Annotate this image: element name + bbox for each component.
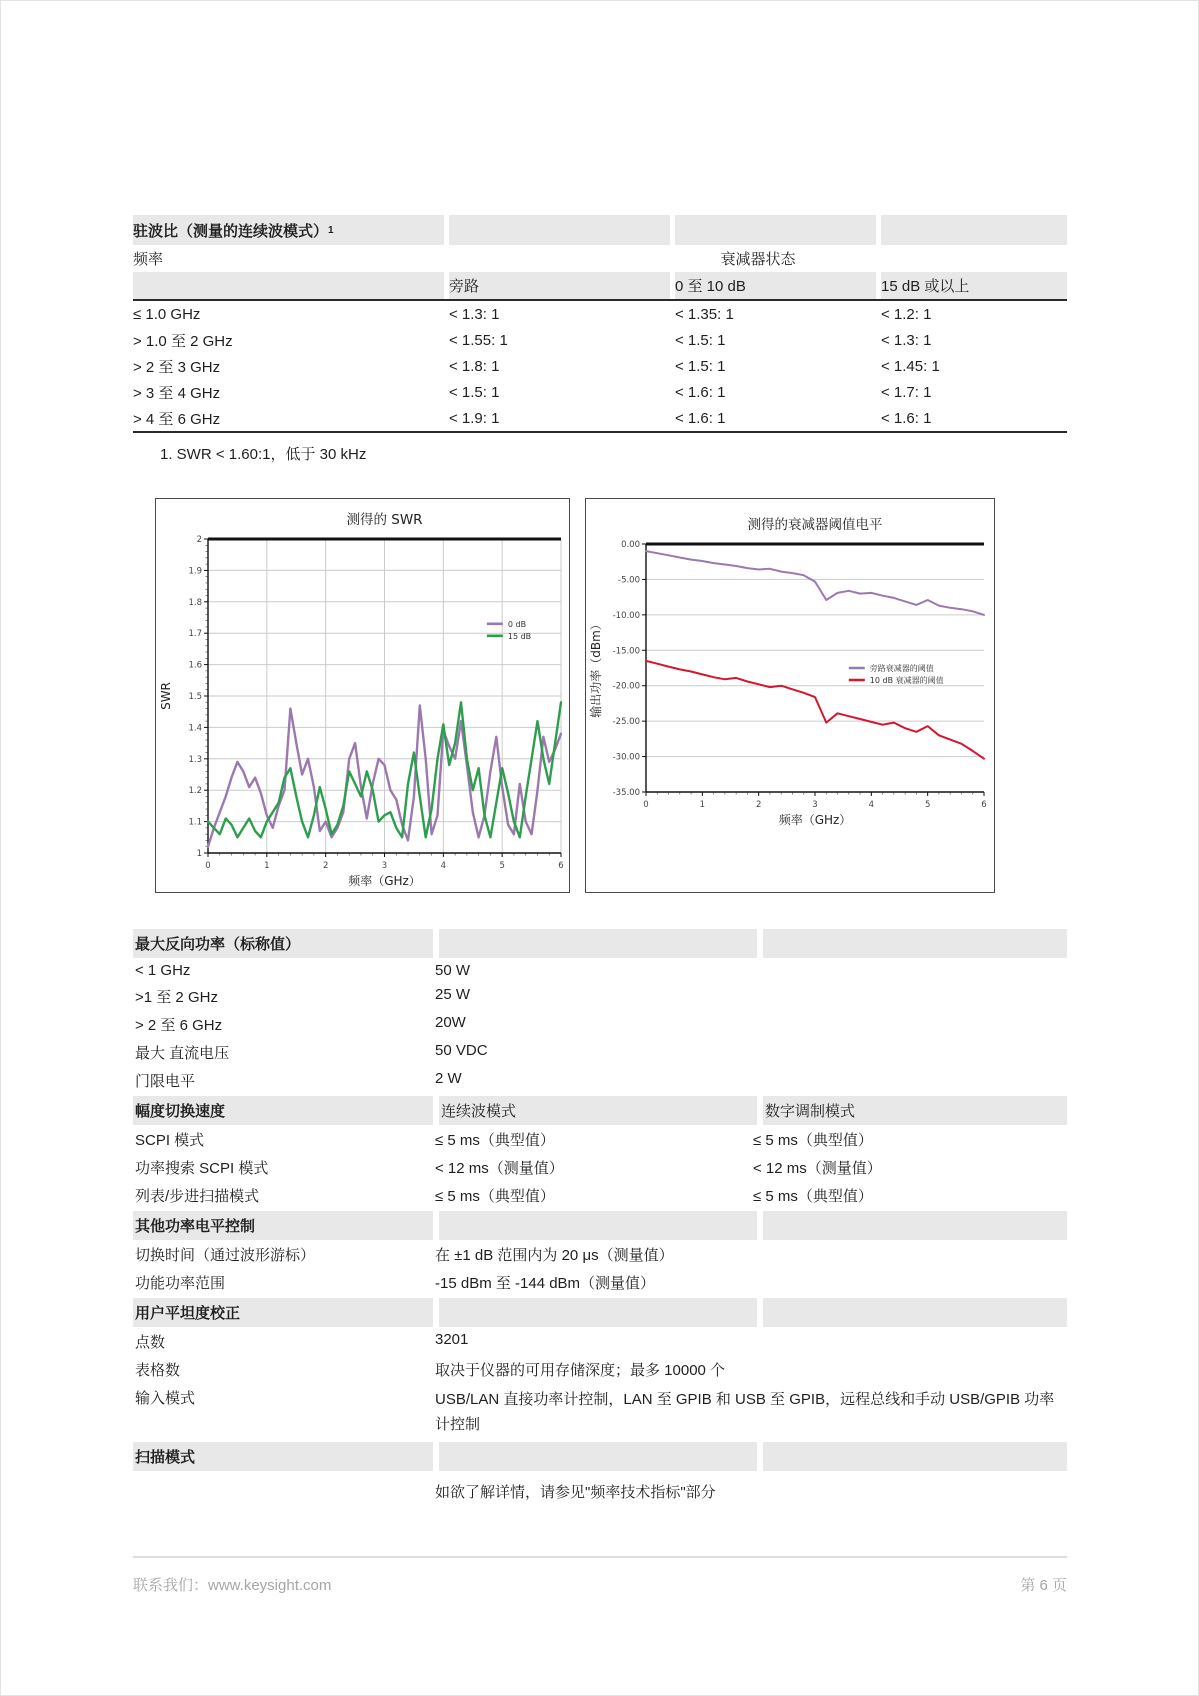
band-filler — [439, 1442, 757, 1471]
spec-label: 功率搜索 SCPI 模式 — [135, 1160, 269, 1177]
svg-text:1.7: 1.7 — [188, 629, 202, 640]
spec-row — [133, 1240, 1067, 1268]
page-content — [133, 215, 1067, 1505]
section-title: 幅度切换速度 — [133, 1096, 433, 1125]
spec-row — [133, 1355, 1067, 1383]
svg-text:6: 6 — [558, 861, 564, 871]
amplitude-switching-band — [133, 1096, 1067, 1125]
svg-text:4: 4 — [440, 861, 447, 871]
cell-freq: > 2 至 3 GHz — [133, 358, 221, 376]
page-footer — [133, 1556, 1067, 1595]
svg-text:1.4: 1.4 — [188, 723, 202, 734]
spec-value: < 12 ms（测量值） — [435, 1160, 564, 1177]
spec-row — [133, 1066, 1067, 1094]
svg-text:输出功率（dBm）: 输出功率（dBm） — [589, 618, 603, 718]
spec-row — [133, 1268, 1067, 1296]
cell-0to10: < 1.5: 1 — [675, 357, 726, 375]
svg-text:-5.00: -5.00 — [618, 575, 640, 586]
spec-label: 切换时间（通过波形游标） — [135, 1247, 316, 1264]
spec-label: 列表/步进扫描模式 — [135, 1188, 260, 1205]
svg-text:1: 1 — [196, 849, 202, 859]
svg-text:频率（GHz）: 频率（GHz） — [778, 813, 852, 827]
spec-value: USB/LAN 直接功率计控制，LAN 至 GPIB 和 USB 至 GPIB，远程总线和手动 USB/GPIB 功率计控制 — [435, 1391, 1055, 1433]
band-filler — [763, 1211, 1067, 1240]
footer-contact-link[interactable]: 联系我们：www.keysight.com — [133, 1577, 332, 1594]
swr-table-title-band — [133, 215, 1067, 245]
cell-15plus: < 1.3: 1 — [881, 331, 932, 349]
spec-value: ≤ 5 ms（典型值） — [435, 1188, 555, 1205]
col-header-0to10db: 0 至 10 dB — [675, 272, 876, 299]
footer-page-number: 第 6 页 — [1020, 1577, 1067, 1594]
svg-text:2: 2 — [755, 800, 762, 810]
band-filler — [449, 215, 670, 245]
svg-text:-30.00: -30.00 — [612, 752, 640, 763]
svg-text:2: 2 — [322, 861, 329, 871]
col-header-digital-mod-mode: 数字调制模式 — [763, 1096, 1067, 1125]
section-title: 用户平坦度校正 — [133, 1298, 433, 1327]
cell-15plus: < 1.45: 1 — [881, 357, 940, 375]
spec-label: 输入模式 — [135, 1390, 196, 1407]
svg-text:5: 5 — [924, 800, 931, 810]
svg-text:-10.00: -10.00 — [612, 610, 640, 621]
table-row — [133, 301, 1067, 327]
spec-row — [133, 1125, 1067, 1153]
cell-0to10: < 1.6: 1 — [675, 409, 726, 427]
band-filler — [439, 1211, 757, 1240]
spec-value: 3201 — [435, 1331, 469, 1348]
spec-value: ≤ 5 ms（典型值） — [435, 1132, 555, 1149]
spec-label: 表格数 — [135, 1362, 181, 1379]
band-filler — [763, 1298, 1067, 1327]
svg-text:频率（GHz）: 频率（GHz） — [348, 874, 421, 887]
svg-text:-20.00: -20.00 — [612, 681, 640, 692]
section-title: 其他功率电平控制 — [133, 1211, 433, 1240]
col-header-bypass: 旁路 — [449, 272, 670, 299]
svg-text:-25.00: -25.00 — [612, 717, 640, 728]
max-reverse-power-band — [133, 929, 1067, 958]
spec-value: 50 VDC — [435, 1042, 488, 1059]
spec-label: > 2 至 6 GHz — [135, 1017, 223, 1034]
svg-text:0: 0 — [205, 861, 211, 871]
svg-text:1.2: 1.2 — [188, 786, 202, 797]
swr-table-group-header-row — [133, 245, 1067, 272]
cell-freq: ≤ 1.0 GHz — [133, 305, 201, 323]
table-row — [133, 353, 1067, 379]
sweep-mode-note: 如欲了解详情，请参见"频率技术指标"部分 — [435, 1484, 716, 1501]
cell-15plus: < 1.7: 1 — [881, 383, 932, 401]
spec-row — [133, 1010, 1067, 1038]
table-row — [133, 327, 1067, 353]
svg-text:0 dB: 0 dB — [507, 619, 527, 629]
cell-bypass: < 1.9: 1 — [449, 409, 500, 427]
other-power-control-band — [133, 1211, 1067, 1240]
spec-label: SCPI 模式 — [135, 1132, 205, 1149]
swr-table — [133, 215, 1067, 433]
attenuator-threshold-chart — [585, 498, 995, 893]
spec-label: < 1 GHz — [135, 962, 191, 979]
cell-0to10: < 1.5: 1 — [675, 331, 726, 349]
swr-table-title — [133, 215, 444, 245]
section-title: 最大反向功率（标称值） — [133, 929, 433, 958]
col-header-cw-mode: 连续波模式 — [439, 1096, 757, 1125]
table-row — [133, 379, 1067, 405]
svg-text:6: 6 — [981, 800, 987, 810]
spec-value: 20W — [435, 1014, 466, 1031]
measured-swr-chart-svg — [156, 499, 569, 887]
spec-row — [133, 1327, 1067, 1355]
band-filler — [675, 215, 876, 245]
sweep-mode-band — [133, 1442, 1067, 1471]
spec-row — [133, 982, 1067, 1010]
svg-text:2: 2 — [196, 535, 202, 545]
spec-label: 点数 — [135, 1334, 166, 1351]
spec-label: 最大 直流电压 — [135, 1045, 230, 1062]
spec-value: 取决于仪器的可用存储深度；最多 10000 个 — [435, 1362, 726, 1379]
svg-text:1.5: 1.5 — [188, 692, 202, 702]
spec-row — [133, 1383, 1067, 1440]
spec-row — [133, 958, 1067, 982]
spec-row — [133, 1153, 1067, 1181]
charts-row — [155, 498, 1067, 893]
cell-0to10: < 1.6: 1 — [675, 383, 726, 401]
svg-text:-35.00: -35.00 — [612, 788, 640, 798]
col-header-frequency: 频率 — [133, 251, 164, 268]
svg-text:3: 3 — [381, 861, 388, 871]
col-header-attenuator-state: 衰减器状态 — [720, 251, 796, 268]
user-flatness-band — [133, 1298, 1067, 1327]
svg-text:1.1: 1.1 — [188, 817, 202, 828]
cell-15plus: < 1.2: 1 — [881, 305, 932, 323]
svg-text:4: 4 — [868, 800, 875, 810]
spec-value: 50 W — [435, 962, 471, 979]
spec-value: 2 W — [435, 1070, 462, 1087]
cell-0to10: < 1.35: 1 — [675, 305, 734, 323]
cell-bypass: < 1.55: 1 — [449, 331, 508, 349]
spec-value: -15 dBm 至 -144 dBm（测量值） — [435, 1275, 656, 1292]
svg-text:1.9: 1.9 — [188, 566, 202, 577]
svg-text:-15.00: -15.00 — [612, 646, 640, 657]
cell-freq: > 3 至 4 GHz — [133, 384, 221, 402]
svg-text:1: 1 — [699, 800, 706, 810]
svg-text:测得的 SWR: 测得的 SWR — [346, 512, 423, 528]
swr-table-title-footnote-ref: 1 — [328, 224, 334, 236]
spec-value: < 12 ms（测量值） — [753, 1160, 882, 1177]
band-filler — [763, 1442, 1067, 1471]
col-header-15db-plus: 15 dB 或以上 — [881, 272, 1067, 299]
cell-15plus: < 1.6: 1 — [881, 409, 932, 427]
spec-label: >1 至 2 GHz — [135, 989, 218, 1006]
swr-footnote: 1. SWR < 1.60:1，低于 30 kHz — [160, 446, 367, 463]
spec-value: ≤ 5 ms（典型值） — [753, 1132, 873, 1149]
spec-value: ≤ 5 ms（典型值） — [753, 1188, 873, 1205]
svg-text:0.00: 0.00 — [621, 540, 640, 550]
svg-text:1.6: 1.6 — [188, 660, 202, 671]
cell-bypass: < 1.5: 1 — [449, 383, 500, 401]
band-filler — [763, 929, 1067, 958]
band-filler — [439, 929, 757, 958]
svg-text:5: 5 — [499, 861, 505, 871]
spec-value: 在 ±1 dB 范围内为 20 μs（测量值） — [435, 1247, 674, 1264]
table-row — [133, 405, 1067, 433]
spec-label: 门限电平 — [135, 1073, 196, 1090]
svg-text:SWR: SWR — [159, 682, 173, 710]
spec-row — [133, 1038, 1067, 1066]
svg-text:旁路衰减器的阈值: 旁路衰减器的阈值 — [869, 664, 934, 673]
spec-sections — [133, 929, 1067, 1505]
band-filler — [133, 272, 444, 299]
svg-text:0: 0 — [643, 800, 649, 810]
cell-freq: > 1.0 至 2 GHz — [133, 332, 233, 350]
svg-text:1.3: 1.3 — [188, 754, 202, 765]
spec-value: 25 W — [435, 986, 471, 1003]
spec-label: 功能功率范围 — [135, 1275, 226, 1292]
svg-text:1: 1 — [264, 861, 270, 871]
cell-bypass: < 1.3: 1 — [449, 305, 500, 323]
svg-text:3: 3 — [812, 800, 818, 810]
svg-text:测得的衰减器阈值电平: 测得的衰减器阈值电平 — [747, 517, 883, 533]
spec-label — [135, 1481, 435, 1502]
svg-text:1.8: 1.8 — [188, 597, 202, 608]
spec-row — [133, 1471, 1067, 1505]
svg-text:15 dB: 15 dB — [507, 631, 532, 641]
spec-row — [133, 1181, 1067, 1209]
band-filler — [439, 1298, 757, 1327]
svg-text:10 dB 衰减器的阈值: 10 dB 衰减器的阈值 — [869, 676, 944, 685]
section-title: 扫描模式 — [133, 1442, 433, 1471]
band-filler — [881, 215, 1067, 245]
cell-bypass: < 1.8: 1 — [449, 357, 500, 375]
swr-table-title-text: 驻波比（测量的连续波模式） — [133, 222, 329, 240]
measured-swr-chart — [155, 498, 570, 893]
swr-table-subheader-row — [133, 272, 1067, 301]
cell-freq: > 4 至 6 GHz — [133, 410, 221, 428]
attenuator-threshold-chart-svg — [586, 499, 994, 887]
